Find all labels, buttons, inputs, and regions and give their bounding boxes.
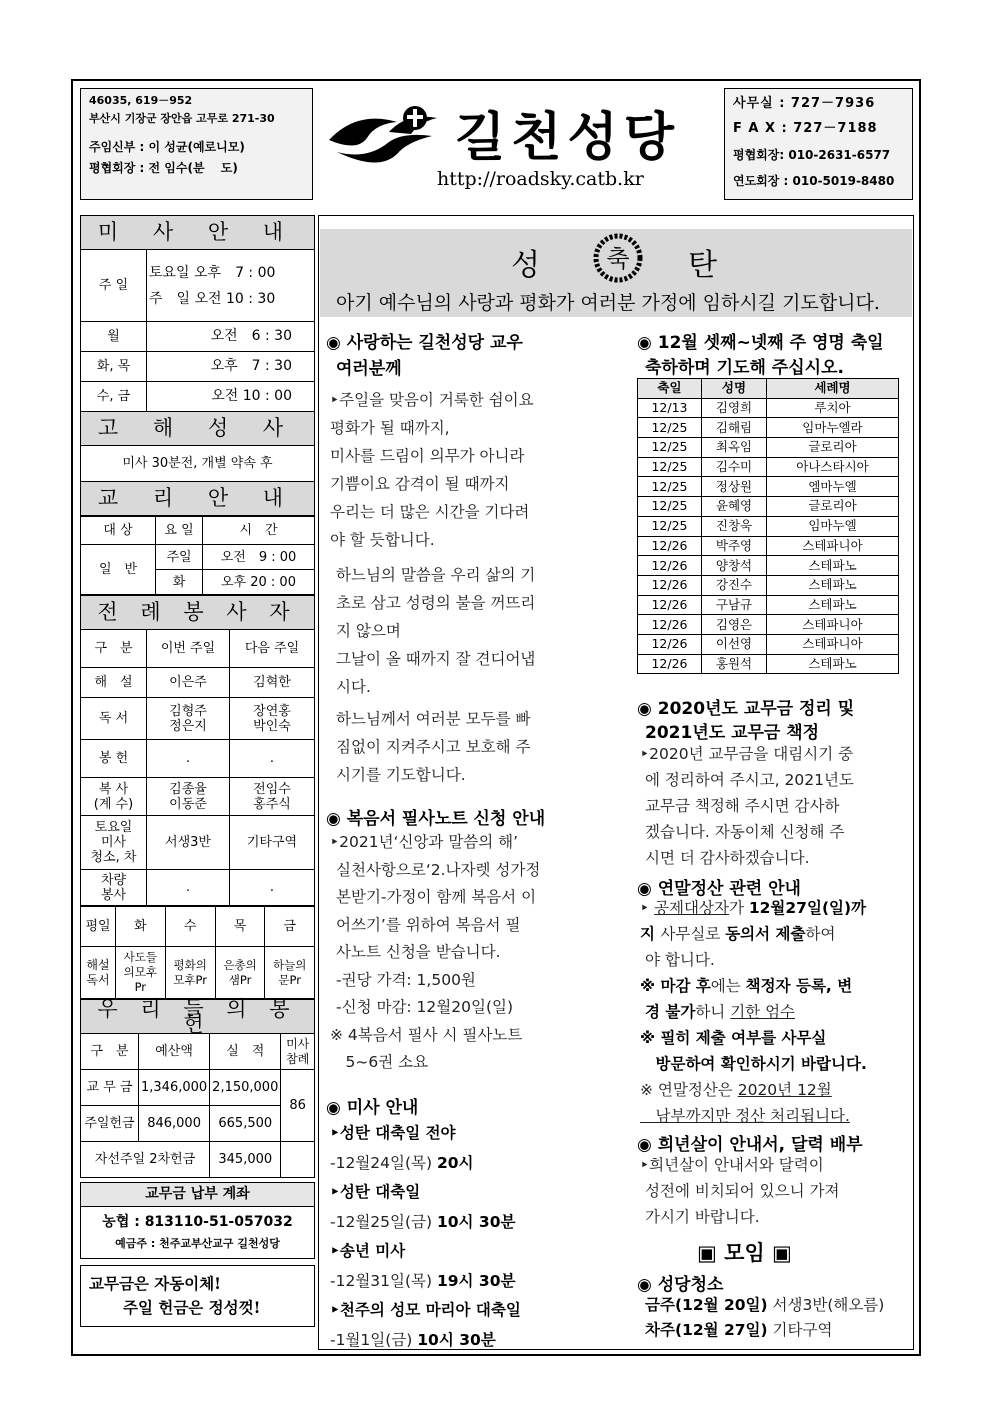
feast-table — [637, 378, 899, 674]
feast-row — [638, 457, 899, 477]
feast-row — [638, 615, 899, 635]
section-body — [336, 561, 535, 701]
feast-row — [638, 398, 899, 418]
council-president: 평협회장 : 전 임수(분 도) — [89, 161, 238, 175]
offering-label: 주일헌금 — [81, 1106, 139, 1142]
mass-table — [80, 215, 315, 516]
account-number: 농협 : 813110-51-057032 — [102, 1213, 293, 1230]
feast-cell: 진창욱 — [702, 516, 767, 536]
mass-time: 19시 30분 — [436, 1271, 516, 1290]
text-line: 남부까지만 정산 처리됩니다. — [640, 1107, 850, 1125]
feast-row — [638, 634, 899, 654]
feast-cell: 글로리아 — [767, 497, 899, 517]
feast-row — [638, 418, 899, 438]
text-line: ※ 4복음서 필사 시 필사노트 — [330, 1025, 523, 1044]
server-next: 김혁한 — [230, 668, 315, 698]
feast-cell: 12/25 — [638, 457, 702, 477]
feast-cell: 김해림 — [702, 418, 767, 438]
meetings-heading: ▣ 모임 ▣ — [697, 1241, 792, 1265]
confession-text: 미사 30분전, 개별 약속 후 — [81, 446, 315, 482]
weekday-cell: 하늘의 문Pr — [265, 947, 315, 999]
offering-table — [80, 996, 315, 1178]
feast-cell: 정상원 — [702, 477, 767, 497]
mass-date: -1월1일(금) — [330, 1330, 418, 1349]
weekday-h: 금 — [265, 907, 315, 947]
server-role: 해 설 — [81, 668, 147, 698]
text-span: 기타구역 — [767, 1321, 833, 1339]
doctrine-title: 교 리 안 내 — [81, 482, 315, 516]
text-line: 초로 삼고 성령의 불을 꺼뜨리 — [336, 594, 536, 612]
server-role: 독 서 — [81, 698, 147, 740]
tue-thu-time: 오후 7 : 30 — [147, 352, 315, 382]
weekday-h: 화 — [116, 907, 166, 947]
feast-row — [638, 575, 899, 595]
notice-box — [80, 1265, 315, 1327]
text-line: 사노트 신청을 받습니다. — [336, 943, 501, 961]
mass-item: ‣성탄 대축일 전야 — [330, 1124, 456, 1142]
section-heading: 2021년도 교무금 책정 — [645, 723, 820, 743]
feast-cell: 12/25 — [638, 438, 702, 458]
feast-cell: 스테파노 — [767, 595, 899, 615]
feast-cell: 스테파니아 — [767, 615, 899, 635]
feast-cell: 스테파니아 — [767, 634, 899, 654]
feast-cell: 아나스타시아 — [767, 457, 899, 477]
mass-schedule — [330, 1119, 521, 1355]
mass-date: -12월24일(목) — [330, 1153, 437, 1172]
sun-mass: 주 일 오전 10 : 30 — [149, 290, 276, 307]
feast-cell: 스테파노 — [767, 575, 899, 595]
attendance: 86 — [281, 1070, 315, 1142]
mass-date: -12월31일(목) — [330, 1271, 437, 1290]
special-label: 자선주일 2차헌금 — [81, 1142, 210, 1178]
text-line: -신청 마감: 12월20일(일) — [336, 998, 514, 1016]
feast-cell: 12/26 — [638, 575, 702, 595]
text-line: 본받기-가정이 함께 복음서 이 — [336, 888, 537, 906]
text-line: 지 않으며 — [336, 622, 401, 640]
text-span: 2020년 12월 — [737, 1081, 832, 1099]
feast-col: 세례명 — [767, 379, 899, 399]
section-heading: ◉ 사랑하는 길천성당 교우 — [326, 333, 523, 353]
feast-row — [638, 536, 899, 556]
text-span: 지 — [640, 925, 661, 943]
servers-h-1: 이번 주일 — [147, 630, 230, 668]
server-next: 기타구역 — [230, 816, 315, 870]
mass-item: ‣송년 미사 — [330, 1242, 406, 1260]
banner-char-2: 탄 — [688, 248, 717, 283]
sat-mass: 토요일 오후 7 : 00 — [149, 264, 276, 281]
website-url[interactable]: http://roadsky.catb.kr — [437, 168, 644, 190]
text-line: 실천사항으로‘2.나자렛 성가정 — [336, 860, 541, 879]
mass-item: ‣천주의 성모 마리아 대축일 — [330, 1301, 521, 1319]
text-line: 야 할 듯합니다. — [330, 531, 435, 549]
feast-cell: 최옥임 — [702, 438, 767, 458]
text-span: 서생3반(해오름) — [767, 1296, 885, 1314]
weekday-h: 목 — [215, 907, 265, 947]
special-value: 345,000 — [210, 1142, 281, 1178]
text-line: 5~6권 소요 — [330, 1053, 429, 1071]
text-line: ‣2021년‘신앙과 말씀의 해’ — [330, 833, 519, 851]
text-line: 미사를 드림이 의무가 아니라 — [330, 447, 525, 465]
feast-cell: 스테파노 — [767, 556, 899, 576]
text-span: ※ 마감 후 — [640, 977, 711, 995]
mon-time: 오전 6 : 30 — [147, 322, 315, 352]
banner-char-1: 성 — [511, 248, 540, 283]
president-phone: 평협회장: 010-2631-6577 — [733, 148, 891, 162]
feast-cell: 12/26 — [638, 615, 702, 635]
offering-h: 실 적 — [210, 1034, 281, 1070]
weekday-cell: 사도들 의모후 Pr — [116, 947, 166, 999]
feast-cell: 박주영 — [702, 536, 767, 556]
text-line: -권당 가격: 1,500원 — [336, 970, 476, 989]
feast-cell: 12/26 — [638, 536, 702, 556]
text-line: 우리는 더 많은 시간을 기다려 — [330, 503, 530, 521]
pastor: 주임신부 : 이 성균(예로니모) — [89, 140, 245, 154]
tue-thu-label: 화, 목 — [81, 352, 147, 382]
text-span: 하여 — [805, 925, 836, 943]
server-role: 복 사 (계 수) — [81, 778, 147, 816]
sunday-label: 주 일 — [81, 250, 147, 322]
text-line: 가시기 바랍니다. — [645, 1208, 760, 1226]
svg-text:축: 축 — [606, 245, 630, 273]
offering-h: 예산액 — [139, 1034, 210, 1070]
tax-notice — [640, 895, 867, 1129]
weekday-cell: 해설 독서 — [81, 947, 116, 999]
text-line: 하느님께서 여러분 모두를 빠 — [336, 710, 531, 728]
feast-cell: 강진수 — [702, 575, 767, 595]
feast-cell: 12/25 — [638, 477, 702, 497]
server-this: . — [147, 740, 230, 778]
text-line: 그날이 올 때까지 잘 견디어냅 — [336, 650, 536, 668]
text-span: 공제대상자 — [654, 899, 729, 917]
server-next: 장연홍 박인숙 — [230, 698, 315, 740]
mass-time: 20시 — [436, 1153, 474, 1172]
feast-col: 성명 — [702, 379, 767, 399]
section-body — [640, 741, 854, 871]
mass-date: -12월25일(금) — [330, 1212, 437, 1231]
feast-row — [638, 477, 899, 497]
feast-cell: 김영은 — [702, 615, 767, 635]
text-span: 기한 엄수 — [730, 1003, 796, 1021]
banner-subtitle: 아기 예수님의 사랑과 평화가 여러분 가정에 임하시길 기도합니다. — [336, 292, 880, 314]
server-next: . — [230, 740, 315, 778]
text-line: 에 정리하여 주시고, 2021년도 — [645, 771, 854, 789]
feast-cell: 12/26 — [638, 595, 702, 615]
offering-actual: 665,500 — [210, 1106, 281, 1142]
text-line: 기쁨이요 감격이 될 때까지 — [330, 475, 510, 493]
section-body — [336, 705, 530, 789]
feast-cell: 스테파니아 — [767, 536, 899, 556]
offering-title: 우 리 들 의 봉 헌 — [81, 1000, 315, 1034]
text-line: 교무금 책정해 주시면 감사하 — [645, 797, 840, 815]
servers-title: 전 례 봉 사 자 — [81, 596, 315, 630]
text-span: ※ 연말정산은 — [640, 1081, 738, 1099]
server-role: 봉 헌 — [81, 740, 147, 778]
feast-cell: 12/26 — [638, 654, 702, 674]
feast-cell: 홍원석 — [702, 654, 767, 674]
offering-h: 구 분 — [81, 1034, 139, 1070]
servers-table — [80, 595, 315, 906]
section-heading: ◉ 희년살이 안내서, 달력 배부 — [637, 1135, 863, 1155]
wreath-icon — [591, 231, 645, 285]
offering-budget: 846,000 — [139, 1106, 210, 1142]
text-span: 사무실로 — [660, 925, 726, 943]
server-next: 전임수 홍주식 — [230, 778, 315, 816]
text-line: 하느님의 말씀을 우리 삶의 기 — [336, 566, 536, 584]
feast-cell: 임마누엘 — [767, 516, 899, 536]
cleaning-schedule — [645, 1293, 884, 1343]
church-title: 길천성당 — [455, 108, 680, 168]
text-span: ‣ — [640, 899, 655, 917]
account-title: 교무금 납부 계좌 — [81, 1183, 315, 1207]
feast-row — [638, 497, 899, 517]
doctrine-table — [80, 516, 315, 595]
feast-cell: 글로리아 — [767, 438, 899, 458]
section-heading: ◉ 복음서 필사노트 신청 안내 — [326, 809, 546, 829]
server-role: 차량 봉사 — [81, 870, 147, 906]
feast-cell: 12/25 — [638, 497, 702, 517]
feast-cell: 12/25 — [638, 418, 702, 438]
text-span: 금주(12월 20일) — [645, 1296, 768, 1314]
doctrine-h-day: 요 일 — [156, 517, 203, 545]
text-span: 책정자 등록, 변 — [745, 977, 853, 995]
text-line: ※ 필히 제출 여부를 사무실 — [640, 1029, 827, 1047]
server-this: 김형주 정은지 — [147, 698, 230, 740]
text-span: 하니 — [695, 1003, 731, 1021]
server-role: 토요일 미사 청소, 차 — [81, 816, 147, 870]
offering-budget: 1,346,000 — [139, 1070, 210, 1106]
text-span: 동의서 제출 — [725, 925, 806, 943]
mass-time: 10시 30분 — [436, 1212, 516, 1231]
text-line: 겠습니다. 자동이체 신청해 주 — [645, 823, 845, 841]
section-heading: 축하하며 기도해 주십시오. — [645, 358, 844, 378]
office-phone: 사무실 : 727－7936 — [733, 96, 876, 111]
feast-cell: 김수미 — [702, 457, 767, 477]
text-line: 시다. — [336, 678, 371, 696]
text-line: 시면 더 감사하겠습니다. — [645, 849, 810, 867]
text-line: 방문하여 확인하시기 바랍니다. — [640, 1055, 867, 1073]
section-heading: 여러분께 — [336, 359, 402, 379]
text-line: 짐없이 지켜주시고 보호해 주 — [336, 738, 531, 756]
feast-cell: 루치아 — [767, 398, 899, 418]
notice-line-1: 교무금은 자동이체! — [89, 1274, 221, 1293]
text-line: 평화가 될 때까지, — [330, 419, 450, 437]
feast-row — [638, 654, 899, 674]
feast-cell: 이선영 — [702, 634, 767, 654]
text-span: 12월27일(일)까 — [748, 899, 867, 917]
doctrine-day-1: 주일 — [156, 545, 203, 570]
section-heading: ◉ 성당청소 — [637, 1275, 724, 1295]
section-body — [640, 1152, 839, 1230]
feast-cell: 12/25 — [638, 516, 702, 536]
weekday-h: 수 — [165, 907, 215, 947]
feast-cell: 12/13 — [638, 398, 702, 418]
header-info-right — [724, 88, 913, 200]
account-table — [80, 1182, 315, 1259]
feast-col: 축일 — [638, 379, 702, 399]
servers-h-2: 다음 주일 — [230, 630, 315, 668]
doctrine-time-1: 오전 9 : 00 — [203, 545, 315, 570]
text-line: 시기를 기도합니다. — [336, 766, 466, 784]
offering-label: 교 무 금 — [81, 1070, 139, 1106]
server-this: 이은주 — [147, 668, 230, 698]
confession-title: 고 해 성 사 — [81, 412, 315, 446]
feast-cell: 12/26 — [638, 634, 702, 654]
feast-cell: 구남규 — [702, 595, 767, 615]
address: 부산시 기장군 장안읍 고무로 271-30 — [89, 112, 275, 125]
doctrine-h-target: 대 상 — [81, 517, 156, 545]
mass-title: 미 사 안 내 — [81, 216, 315, 250]
feast-row — [638, 516, 899, 536]
text-span: 차주(12월 27일) — [645, 1321, 768, 1339]
weekday-cell: 평화의 모후Pr — [165, 947, 215, 999]
feast-row — [638, 438, 899, 458]
text-span: 경 불가 — [645, 1003, 696, 1021]
account-holder: 예금주 : 천주교부산교구 길천성당 — [115, 1236, 280, 1250]
weekday-cell: 은총의 샘Pr — [215, 947, 265, 999]
zip-code: 46035, 619－952 — [89, 94, 193, 107]
server-this: . — [147, 870, 230, 906]
feast-cell: 김영희 — [702, 398, 767, 418]
feast-row — [638, 595, 899, 615]
mass-item: ‣성탄 대축일 — [330, 1183, 421, 1201]
text-line: ‣주일을 맞음이 거룩한 쉼이요 — [330, 391, 534, 409]
server-this: 김종율 이동준 — [147, 778, 230, 816]
text-line: 야 합니다. — [645, 951, 715, 969]
offering-h: 미사 참례 — [281, 1034, 315, 1070]
section-heading: ◉ 2020년도 교무금 정리 및 — [637, 699, 855, 719]
section-heading: ◉ 미사 안내 — [326, 1098, 419, 1118]
text-line: ‣2020년 교무금을 대림시기 중 — [640, 745, 854, 763]
text-line: 성전에 비치되어 있으니 가져 — [645, 1182, 840, 1200]
header-info-left — [80, 88, 313, 200]
weekday-table — [80, 906, 315, 999]
doctrine-day-2: 화 — [156, 570, 203, 595]
wed-fri-label: 수, 금 — [81, 382, 147, 412]
church-logo-icon — [327, 92, 447, 172]
section-heading: ◉ 12월 셋째~넷째 주 영명 축일 — [637, 333, 884, 353]
text-line: ‣희년살이 안내서와 달력이 — [640, 1156, 824, 1174]
fax-number: F A X : 727－7188 — [733, 121, 878, 136]
memorial-phone: 연도회장 : 010-5019-8480 — [733, 174, 895, 188]
offering-actual: 2,150,000 — [210, 1070, 281, 1106]
section-body — [330, 829, 540, 1077]
feast-cell: 스테파노 — [767, 654, 899, 674]
server-next: . — [230, 870, 315, 906]
text-span: 에는 — [710, 977, 746, 995]
mon-label: 월 — [81, 322, 147, 352]
feast-cell: 윤혜영 — [702, 497, 767, 517]
doctrine-h-time: 시 간 — [203, 517, 315, 545]
servers-h-0: 구 분 — [81, 630, 147, 668]
feast-cell: 12/26 — [638, 556, 702, 576]
doctrine-target: 일 반 — [81, 545, 156, 595]
text-span: 가 — [728, 899, 749, 917]
left-column — [80, 215, 315, 1327]
mass-time: 10시 30분 — [417, 1330, 496, 1349]
feast-cell: 양창석 — [702, 556, 767, 576]
text-line: 어쓰기’를 위하여 복음서 필 — [336, 915, 521, 934]
server-this: 서생3반 — [147, 816, 230, 870]
wed-fri-time: 오전 10 : 00 — [147, 382, 315, 412]
section-heading: ◉ 연말정산 관련 안내 — [637, 879, 801, 899]
feast-row — [638, 556, 899, 576]
feast-cell: 엠마누엘 — [767, 477, 899, 497]
feast-cell: 임마누엘라 — [767, 418, 899, 438]
weekday-h: 평일 — [81, 907, 116, 947]
notice-line-2: 주일 헌금은 정성껏! — [123, 1298, 261, 1317]
section-body — [330, 386, 534, 554]
doctrine-time-2: 오후 20 : 00 — [203, 570, 315, 595]
